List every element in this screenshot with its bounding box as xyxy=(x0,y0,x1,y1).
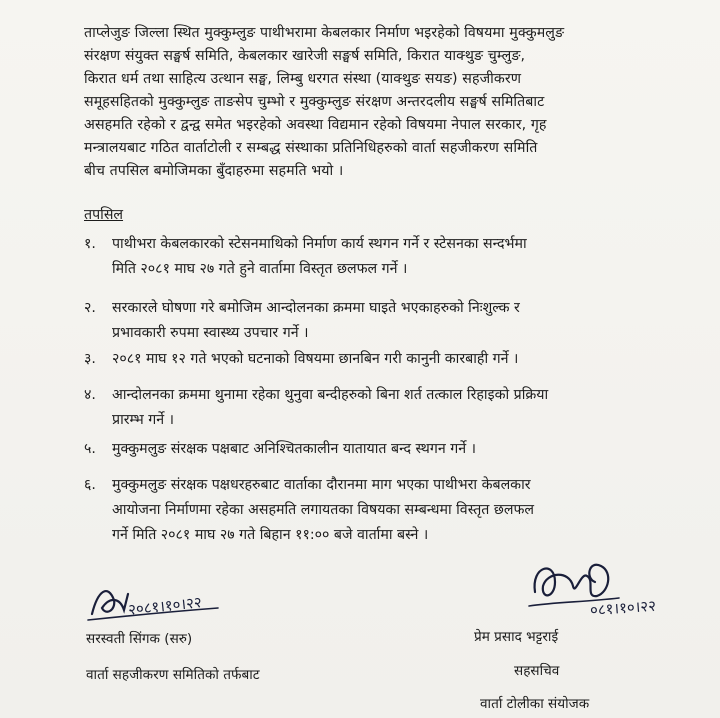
item-line: सरकारले घोषणा गरे बमोजिम आन्दोलनका क्रममा घाइते भएकाहरुको निःशुल्क र xyxy=(112,300,520,316)
intro-line: असहमति रहेको र द्वन्द्व समेत भइरहेको अवस्था विद्यमान रहेको विषयमा नेपाल सरकार, गृह xyxy=(84,117,547,133)
item-number: १. xyxy=(84,236,96,252)
right-signature-role xyxy=(480,693,589,712)
item-number: २. xyxy=(84,300,96,316)
item-line: गर्ने मिति २०८१ माघ २७ गते बिहान ११:०० बजे वार्तामा बस्ने । xyxy=(112,527,429,543)
section-heading: तपसिल xyxy=(84,207,124,223)
item-line: प्रारम्भ गर्ने । xyxy=(112,412,175,428)
item-number: ४. xyxy=(84,387,96,403)
signatory-title: सहसचिव xyxy=(514,663,560,679)
intro-line: मन्त्रालयबाट गठित वार्ताटोली र सम्बद्ध संस्थाका प्रतिनिधिहरुको वार्ता सहजीकरण समिति xyxy=(84,140,538,156)
item-line: प्रभावकारी रुपमा स्वास्थ्य उपचार गर्ने । xyxy=(112,325,309,341)
left-signature-block xyxy=(86,628,192,647)
right-signature-block xyxy=(474,626,558,645)
intro-line: समूहसहितको मुक्कुम्लुङ ताङसेप चुम्भो र मुक्कुम्लुङ संरक्षण अन्तरदलीय सङ्घर्ष समितिबाट xyxy=(84,94,545,110)
item-line: मुक्कुमलुङ संरक्षक पक्षबाट अनिश्चितकालीन यातायात बन्द स्थगन गर्ने । xyxy=(112,441,476,457)
item-number: ३. xyxy=(84,351,96,367)
list-item xyxy=(84,296,684,346)
intro-line: बीच तपसिल बमोजिमका बुँदाहरुमा सहमति भयो । xyxy=(84,163,344,179)
intro-paragraph xyxy=(84,22,684,183)
item-line: मुक्कुमलुङ संरक्षक पक्षधरहरुबाट वार्ताका दौरानमा माग भएका पाथीभरा केबलकार xyxy=(112,477,531,493)
signatory-name: प्रेम प्रसाद भट्टराई xyxy=(474,629,559,645)
left-signature-date xyxy=(127,593,203,619)
item-line: मिति २०८१ माघ २७ गते हुने वार्तामा विस्तृत छलफल गर्ने । xyxy=(112,261,408,277)
list-item xyxy=(84,232,684,282)
signatory-role: वार्ता टोलीका संयोजक xyxy=(480,696,590,712)
item-line: आयोजना निर्माणमा रहेका असहमति लगायतका विषयका सम्बन्धमा विस्तृत छलफल xyxy=(112,502,535,518)
intro-line: संरक्षण संयुक्त सङ्घर्ष समिति, केबलकार खारेजी सङ्घर्ष समिति, किरात याक्थुङ चुम्लुङ, xyxy=(84,48,526,64)
handwritten-date: २०८१।१०।२२ xyxy=(127,593,203,619)
list-item xyxy=(84,437,684,462)
right-signature-date xyxy=(590,598,656,618)
item-line: पाथीभरा केबलकारको स्टेसनमाथिको निर्माण कार्य स्थगन गर्ने र स्टेसनका सन्दर्भमा xyxy=(112,236,527,252)
intro-line: ताप्लेजुङ जिल्ला स्थित मुक्कुम्लुङ पाथीभरामा केबलकार निर्माण भइरहेको विषयमा मुक्कुमलुङ xyxy=(84,25,565,41)
item-number: ६. xyxy=(84,477,96,493)
item-line: २०८१ माघ १२ गते भएको घटनाको विषयमा छानबिन गरी कानुनी कारबाही गर्ने । xyxy=(112,351,519,367)
handwritten-date: ०८१।१०।२२ xyxy=(589,596,657,620)
item-line: आन्दोलनका क्रममा थुनामा रहेका थुनुवा बन्दीहरुको बिना शर्त तत्काल रिहाइको प्रक्रिया xyxy=(112,387,549,403)
list-item xyxy=(84,383,684,433)
right-signature-title xyxy=(514,660,559,679)
signatory-name: सरस्वती सिंगक (सरु) xyxy=(86,631,193,647)
left-signature-role xyxy=(86,664,260,683)
list-item xyxy=(84,473,684,548)
item-number: ५. xyxy=(84,441,96,457)
intro-line: किरात धर्म तथा साहित्य उत्थान सङ्घ, लिम्बु धरगत संस्था (याक्थुङ सयङ) सहजीकरण xyxy=(84,71,522,87)
list-item xyxy=(84,347,684,372)
signatory-role: वार्ता सहजीकरण समितिको तर्फबाट xyxy=(86,667,260,683)
